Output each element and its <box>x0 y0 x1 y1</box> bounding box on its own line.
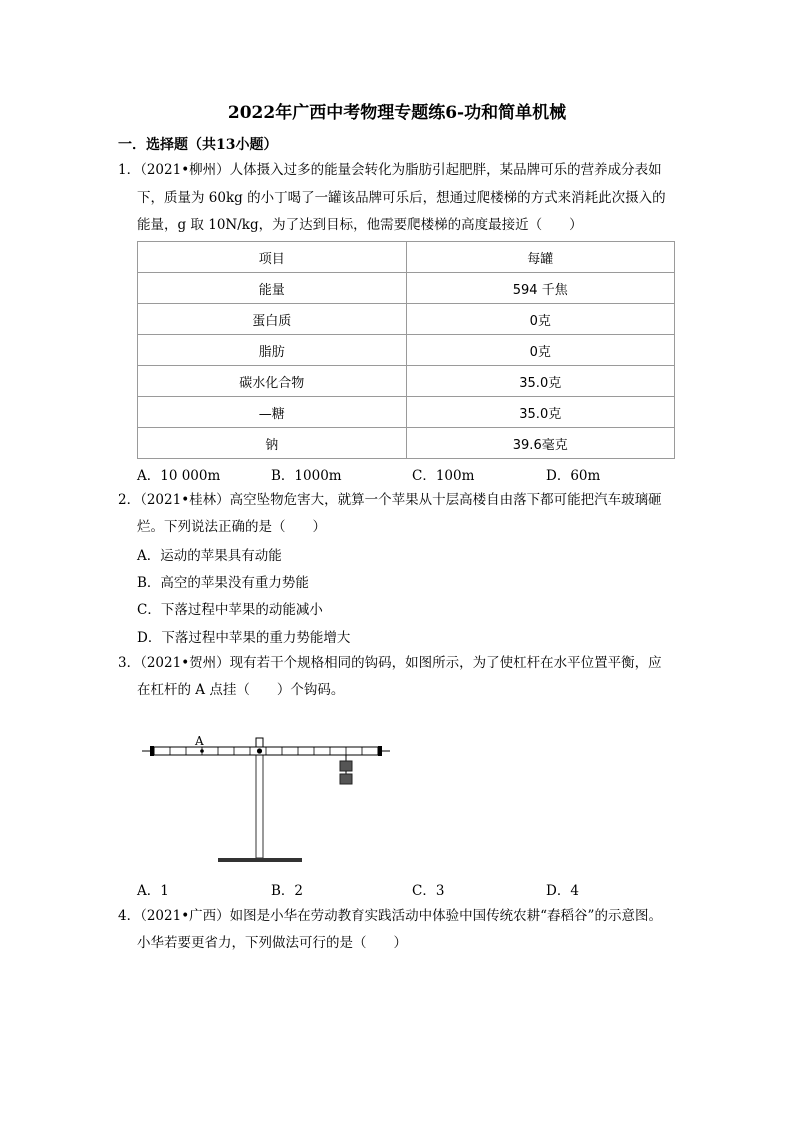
pivot-marker <box>256 738 263 747</box>
table-header-row <box>138 242 675 273</box>
option-c[interactable]: C．100m <box>412 468 475 484</box>
option-a[interactable]: A．10 000m <box>137 468 221 484</box>
question-text-line: 4．（2021•广西）如图是小华在劳动教育实践活动中体验中国传统农耕“舂稻谷”的示意图。 <box>118 908 662 924</box>
question-text-line: 1．（2021•柳州）人体摄入过多的能量会转化为脂肪引起肥胖，某品牌可乐的营养成分表如 <box>118 162 662 178</box>
table-header-cell: 项目 <box>138 242 407 273</box>
option-a[interactable]: A．1 <box>137 883 169 899</box>
option-c[interactable]: C．3 <box>412 883 445 899</box>
option-d[interactable]: D．4 <box>546 883 579 899</box>
page-title: 2022年广西中考物理专题练6-功和简单机械 <box>227 103 567 123</box>
lever-figure <box>136 732 396 872</box>
lever-endcap-left <box>150 746 154 756</box>
stand-base <box>218 858 302 862</box>
question-text-line: 烂。下列说法正确的是（ ） <box>137 519 326 535</box>
question-text-line: 下，质量为 60kg 的小丁喝了一罐该品牌可乐后，想通过爬楼梯的方式来消耗此次摄入的 <box>137 190 666 206</box>
table-row <box>138 366 675 397</box>
table-row <box>138 397 675 428</box>
lever-endcap-right <box>378 746 382 756</box>
point-a-label: A <box>195 734 204 748</box>
option-c[interactable]: C．下落过程中苹果的动能减小 <box>137 602 323 618</box>
table-row <box>138 304 675 335</box>
option-d[interactable]: D．60m <box>546 468 601 484</box>
table-cell: 能量 <box>138 273 407 304</box>
table-cell: 0克 <box>406 335 675 366</box>
pivot-dot <box>257 748 262 753</box>
question-text-line: 能量，g 取 10N/kg，为了达到目标，他需要爬楼梯的高度最接近（ ） <box>137 217 583 233</box>
table-row <box>138 428 675 459</box>
question-text-line: 3．（2021•贺州）现有若干个规格相同的钩码，如图所示，为了使杠杆在水平位置平衡，应 <box>118 655 662 671</box>
stand-pole <box>256 754 263 858</box>
section-heading: 一．选择题（共13小题） <box>118 137 278 153</box>
table-cell: 35.0克 <box>406 366 675 397</box>
table-cell: 碳水化合物 <box>138 366 407 397</box>
table-cell: 蛋白质 <box>138 304 407 335</box>
question-text-line: 2．（2021•桂林）高空坠物危害大，就算一个苹果从十层高楼自由落下都可能把汽车玻璃砸 <box>118 492 662 508</box>
option-b[interactable]: B．高空的苹果没有重力势能 <box>137 575 309 591</box>
table-row <box>138 335 675 366</box>
option-a[interactable]: A．运动的苹果具有动能 <box>137 548 282 564</box>
option-b[interactable]: B．2 <box>271 883 304 899</box>
hook-weight <box>340 774 352 784</box>
table-cell: 0克 <box>406 304 675 335</box>
table-cell: 钠 <box>138 428 407 459</box>
table-row <box>138 273 675 304</box>
option-b[interactable]: B．1000m <box>271 468 342 484</box>
table-cell: 594 千焦 <box>406 273 675 304</box>
hook-weight <box>340 761 352 771</box>
table-cell: —糖 <box>138 397 407 428</box>
table-cell: 39.6毫克 <box>406 428 675 459</box>
option-d[interactable]: D．下落过程中苹果的重力势能增大 <box>137 630 351 646</box>
point-a-dot <box>200 749 204 753</box>
table-cell: 35.0克 <box>406 397 675 428</box>
question-text-line: 在杠杆的 A 点挂（ ）个钩码。 <box>137 682 345 698</box>
table-cell: 脂肪 <box>138 335 407 366</box>
question-text-line: 小华若要更省力，下列做法可行的是（ ） <box>137 935 407 951</box>
table-header-cell: 每罐 <box>406 242 675 273</box>
nutrition-table <box>137 241 675 459</box>
